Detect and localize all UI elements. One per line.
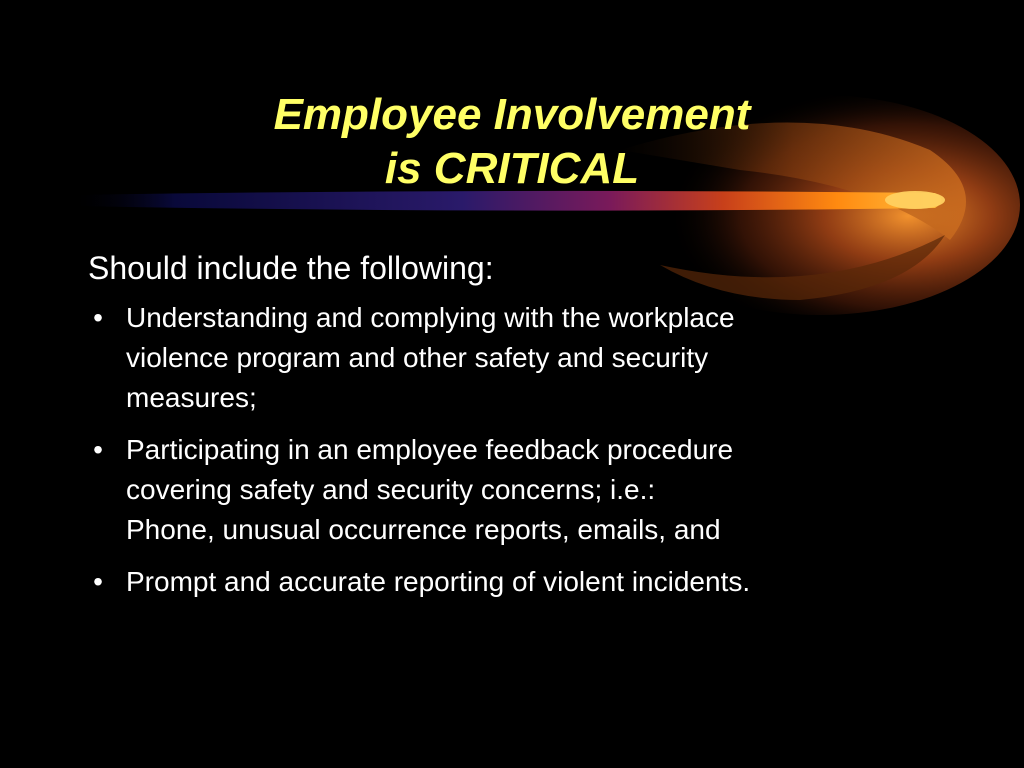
bullet-dot-icon: • [93,566,103,597]
bullet-dot-icon: • [93,434,103,465]
bullet-line: Participating in an employee feedback procedure [126,434,734,465]
slide-title-line-2: is CRITICAL [384,144,640,193]
bullet-line: Understanding and complying with the workplace [126,302,735,333]
bullet-list [88,298,938,602]
bullet-item [88,298,938,418]
bullet-item [88,430,938,550]
bullet-line: Phone, unusual occurrence reports, emails, and [126,514,721,545]
bullet-item [88,562,938,602]
slide-title [0,88,1024,196]
bullet-line: Prompt and accurate reporting of violent incidents. [126,566,751,597]
bullet-line: violence program and other safety and security [126,342,709,373]
bullet-dot-icon: • [93,302,103,333]
bullet-line: measures; [126,382,257,413]
slide-title-line-1: Employee Involvement [273,90,751,139]
slide-body [88,246,938,614]
intro-text: Should include the following: [88,250,494,286]
bullet-line: covering safety and security concerns; i.e.: [126,474,656,505]
